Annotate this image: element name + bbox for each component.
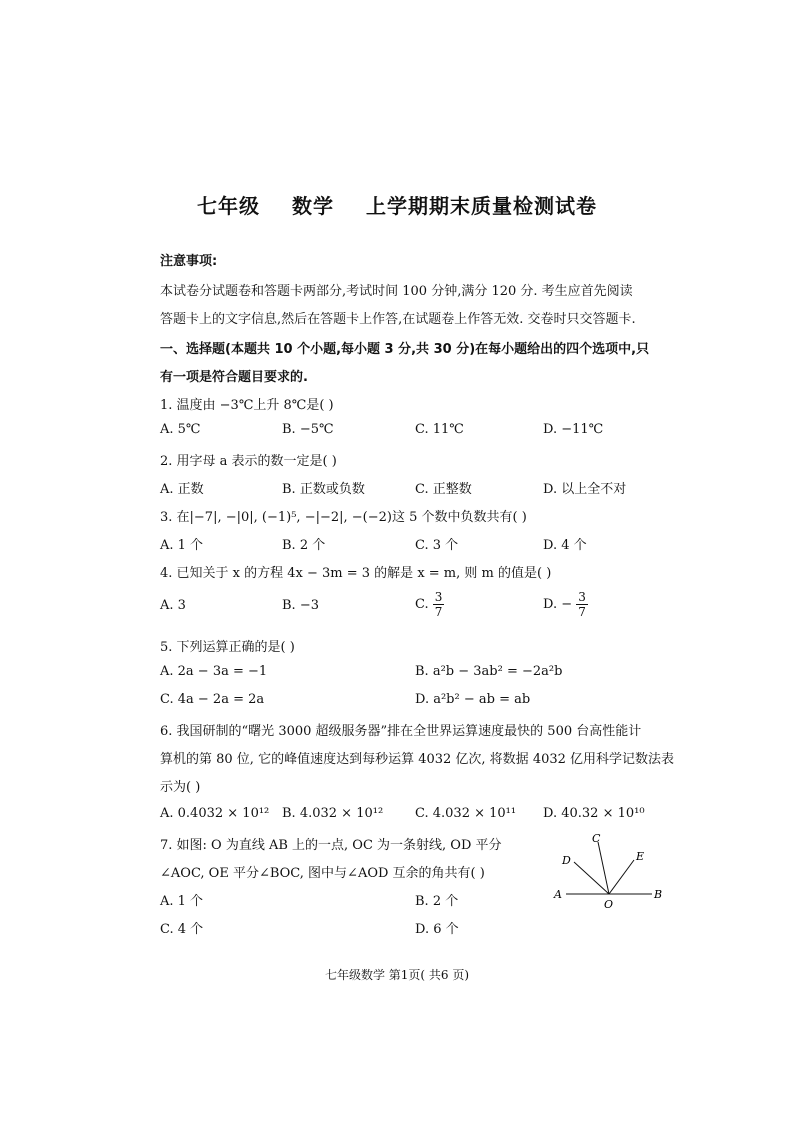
q7-option-b: B. 2 个 xyxy=(415,894,459,909)
notice-line-1: 本试卷分试题卷和答题卡两部分,考试时间 100 分钟,满分 120 分. 考生应首先阅读 xyxy=(160,284,633,299)
ray-oe xyxy=(609,860,634,894)
q4-option-d-fraction xyxy=(576,590,588,619)
exam-title xyxy=(0,190,794,219)
ray-oc xyxy=(598,842,609,894)
q4-option-b: B. −3 xyxy=(282,598,319,613)
label-e: E xyxy=(636,850,645,863)
q2-option-a: A. 正数 xyxy=(160,482,204,497)
title-grade: 七年级 xyxy=(197,194,261,218)
q5-stem: 5. 下列运算正确的是( ) xyxy=(160,640,295,655)
label-a: A xyxy=(554,888,562,901)
page-footer: 七年级数学 第1页( 共6 页) xyxy=(324,968,470,982)
q5-option-a: A. 2a − 3a = −1 xyxy=(160,664,268,679)
q6-option-a: A. 0.4032 × 10¹² xyxy=(160,806,270,821)
fraction-denominator: 7 xyxy=(434,605,443,619)
q1-stem: 1. 温度由 −3℃上升 8℃是( ) xyxy=(160,398,334,413)
q1-option-a: A. 5℃ xyxy=(160,422,201,437)
q6-stem-line-1: 6. 我国研制的“曙光 3000 超级服务器”排在全世界运算速度最快的 500 台高性能计 xyxy=(160,724,642,739)
q6-stem-line-2: 算机的第 80 位, 它的峰值速度达到每秒运算 4032 亿次, 将数据 4032 亿用科学记数法表 xyxy=(160,752,675,767)
q6-option-d: D. 40.32 × 10¹⁰ xyxy=(543,806,645,821)
q4-option-a: A. 3 xyxy=(160,598,186,613)
q5-option-b: B. a²b − 3ab² = −2a²b xyxy=(415,664,563,679)
q6-option-b: B. 4.032 × 10¹² xyxy=(282,806,384,821)
q5-option-d: D. a²b² − ab = ab xyxy=(415,692,531,707)
title-subject: 数学 xyxy=(292,194,334,218)
q3-option-c: C. 3 个 xyxy=(415,538,459,553)
q7-angle-figure xyxy=(548,830,668,910)
q7-option-c: C. 4 个 xyxy=(160,922,204,937)
section-heading-line-1: 一、选择题(本题共 10 个小题,每小题 3 分,共 30 分)在每小题给出的四个选项中,只 xyxy=(160,342,650,357)
notice-line-2: 答题卡上的文字信息,然后在答题卡上作答,在试题卷上作答无效. 交卷时只交答题卡. xyxy=(160,312,636,327)
q5-option-c: C. 4a − 2a = 2a xyxy=(160,692,265,707)
q7-option-d: D. 6 个 xyxy=(415,922,459,937)
q4-option-c-fraction xyxy=(433,590,445,619)
label-o: O xyxy=(604,898,614,910)
q7-option-a: A. 1 个 xyxy=(160,894,204,909)
q1-option-d: D. −11℃ xyxy=(543,422,604,437)
fraction-numerator: 3 xyxy=(578,590,586,604)
fraction-denominator: 7 xyxy=(578,605,586,619)
label-b: B xyxy=(654,888,663,901)
q1-option-b: B. −5℃ xyxy=(282,422,334,437)
title-name: 上学期期末质量检测试卷 xyxy=(365,194,597,218)
q6-option-c: C. 4.032 × 10¹¹ xyxy=(415,806,517,821)
q3-option-b: B. 2 个 xyxy=(282,538,326,553)
section-heading-line-2: 有一项是符合题目要求的. xyxy=(160,370,308,385)
q1-option-c: C. 11℃ xyxy=(415,422,464,437)
q3-option-d: D. 4 个 xyxy=(543,538,587,553)
q4-stem: 4. 已知关于 x 的方程 4x − 3m = 3 的解是 x = m, 则 m 的值是( ) xyxy=(160,566,552,581)
label-c: C xyxy=(592,832,601,845)
q4-option-c xyxy=(415,590,444,619)
q2-stem: 2. 用字母 a 表示的数一定是( ) xyxy=(160,454,337,469)
q2-option-b: B. 正数或负数 xyxy=(282,482,365,497)
q4-option-c-label: C. xyxy=(415,597,429,612)
q3-option-a: A. 1 个 xyxy=(160,538,204,553)
q3-stem: 3. 在|−7|, −|0|, (−1)⁵, −|−2|, −(−2)这 5 个数中负数共有( ) xyxy=(160,510,527,525)
q7-stem-line-2: ∠AOC, OE 平分∠BOC, 图中与∠AOD 互余的角共有( ) xyxy=(160,866,485,881)
label-d: D xyxy=(562,854,571,867)
fraction-numerator: 3 xyxy=(434,590,443,604)
q6-stem-line-3: 示为( ) xyxy=(160,780,201,795)
q4-option-d xyxy=(543,590,588,619)
q7-stem-line-1: 7. 如图: O 为直线 AB 上的一点, OC 为一条射线, OD 平分 xyxy=(160,838,502,853)
notice-heading: 注意事项: xyxy=(160,254,218,269)
q4-option-d-label: D. − xyxy=(543,597,573,612)
q2-option-d: D. 以上全不对 xyxy=(543,482,627,497)
q2-option-c: C. 正整数 xyxy=(415,482,472,497)
